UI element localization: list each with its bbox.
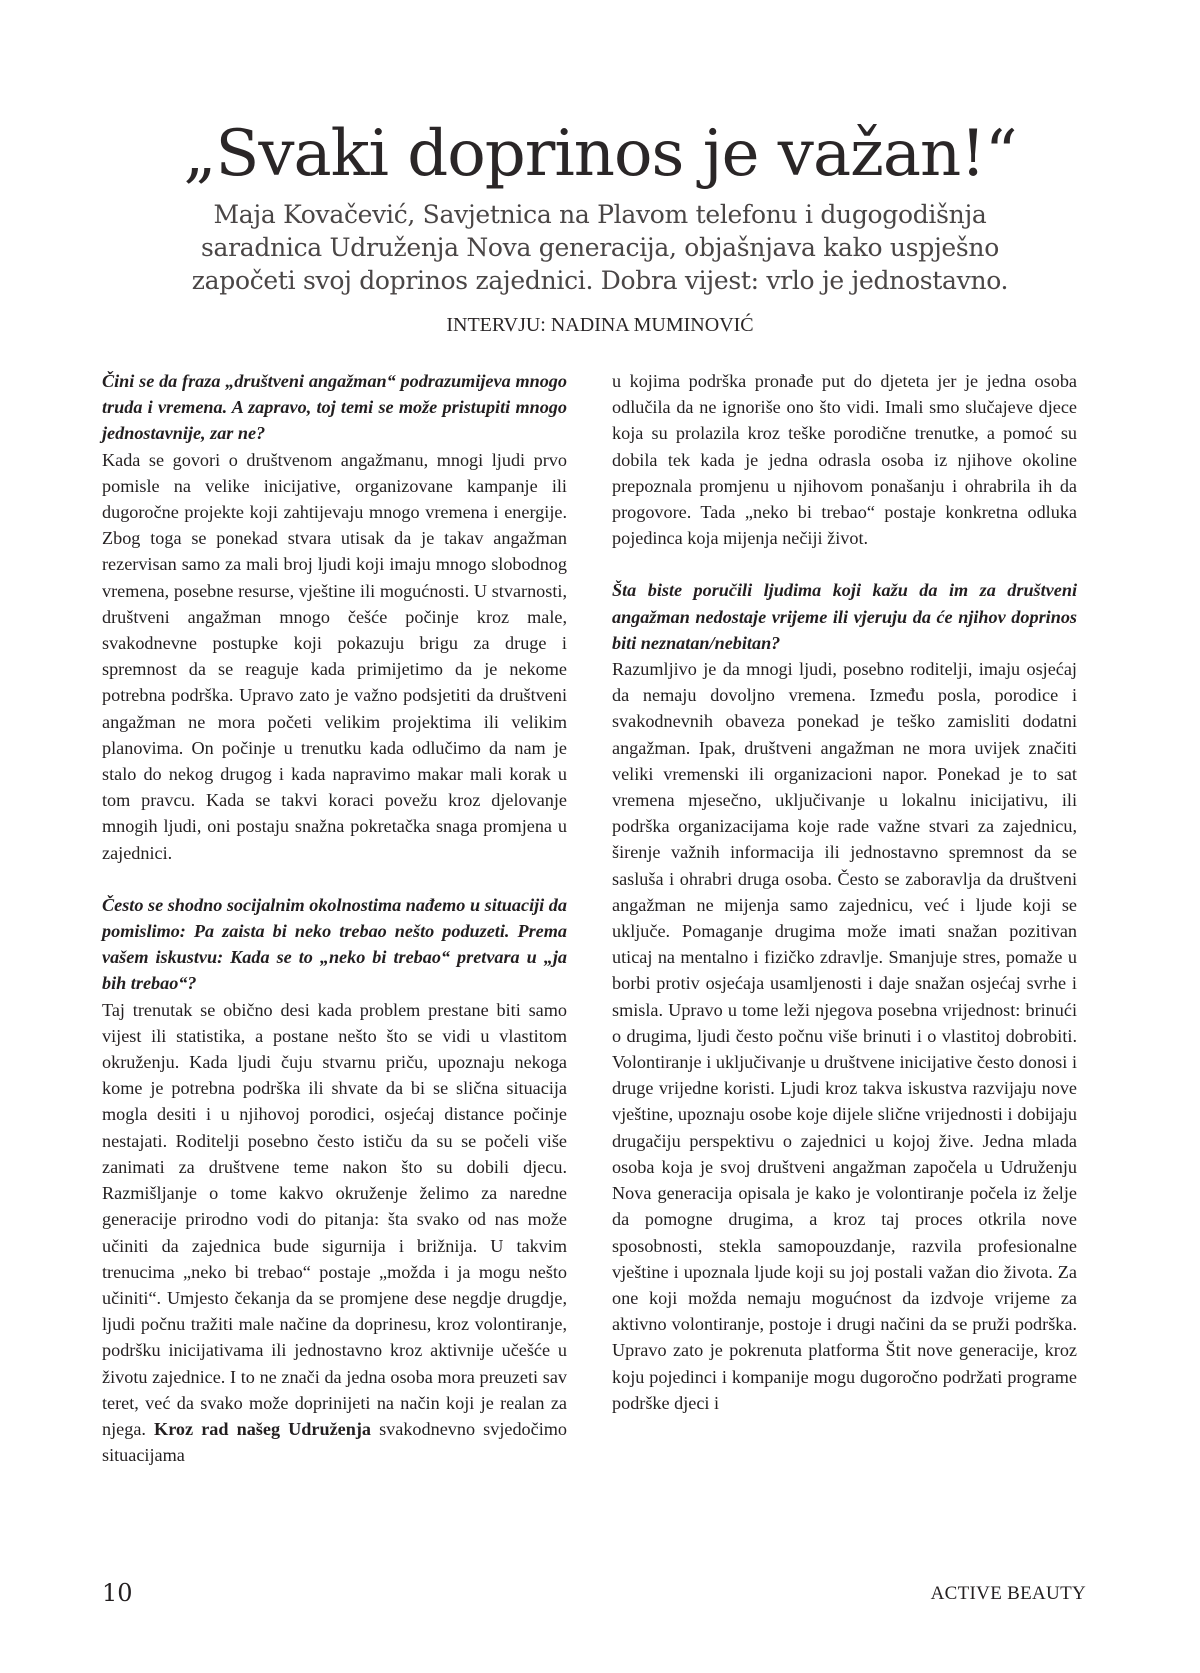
answer-2-continued: u kojima podrška pronađe put do djeteta jer je jedna osoba odlučila da ne ignoriše ono što vidi. Imali smo slučajeve djece koja su prolazila kroz teške porodične trenutke, a pomoć su dobila tek kada je jedna odrasla osoba iz njihove okoline prepoznala promjenu u njihovom ponašanju i ohrabrila ih da progovore. Tada „neko bi trebao“ postaje konkretna odluka pojedinca koja mijenja nečiji život. — [612, 371, 1077, 549]
left-column — [102, 368, 567, 1468]
answer-2-tail: svakodnevno svjedočimo situacijama — [102, 1418, 568, 1466]
page-number: 10 — [102, 1579, 133, 1607]
question-2: Često se shodno socijalnim okolnostima nađemo u situaciji da pomislimo: Pa zaista bi neko trebao nešto poduzeti. Prema vašem iskustvu: Kada se to „neko bi trebao“ pretvara u „ja bih trebao“? — [102, 894, 567, 994]
answer-2-bold: Kroz rad našeg Udruženja — [154, 1418, 371, 1439]
question-3: Šta biste poručili ljudima koji kažu da im za društveni angažman nedostaje vrijeme ili vjeruju da će njihov doprinos biti neznatan/nebitan? — [612, 580, 1077, 653]
answer-2 — [102, 997, 567, 1469]
magazine-name: ACTIVE BEAUTY — [930, 1583, 1086, 1604]
right-column — [612, 368, 1077, 1416]
question-1: Čini se da fraza „društveni angažman“ podrazumijeva mnogo truda i vremena. A zapravo, toj temi se može pristupiti mnogo jednostavnije, zar ne? — [102, 371, 567, 444]
answer-2-text: Taj trenutak se obično desi kada problem prestane biti samo vijest ili statistika, a postane nešto što se vidi u vlastitom okruženju. Kada ljudi čuju stvarnu priču, upoznaju nekoga kome je potrebna podrška ili shvate da bi se slična situacija mogla desiti i u njihovoj porodici, osjećaj distance počinje nestajati. Roditelji posebno često ističu da su se počeli više zanimati za društvene teme nakon što su dobili djecu. Razmišljanje o tome kakvo okruženje želimo za naredne generacije prirodno vodi do pitanja: šta svako od nas može učiniti da zajednica bude sigurnija i brižnija. U takvim trenucima „neko bi trebao“ postaje „možda i ja mogu nešto učiniti“. Umjesto čekanja da se promjene dese negdje drugdje, ljudi počnu tražiti male načine da doprinesu, kroz volontiranje, podršku inicijativama ili jednostavno kroz aktivnije učešće u životu zajednice. I to ne znači da jedna osoba mora preuzeti sav teret, već da svako može doprinijeti na način koji je realan za njega. — [102, 999, 567, 1439]
answer-1: Kada se govori o društvenom angažmanu, mnogi ljudi prvo pomisle na velike inicijative, organizovane kampanje ili dugoročne projekte koji zahtijevaju mnogo vremena i energije. Zbog toga se ponekad stvara utisak da je takav angažman rezervisan samo za mali broj ljudi koji imaju mnogo slobodnog vremena, posebne resurse, vještine ili mogućnosti. U stvarnosti, društveni angažman mnogo češće počinje kroz male, svakodnevne postupke koji pokazuju brigu za druge i spremnost da se reaguje kada primijetimo da je nekome potrebna podrška. Upravo zato je važno podsjetiti da društveni angažman ne mora početi velikim projektima ili velikim planovima. On počinje u trenutku kada odlučimo da nam je stalo do nekog drugog i kada napravimo makar mali korak u tom pravcu. Kada se takvi koraci povežu kroz djelovanje mnogih ljudi, oni postaju snažna pokretačka snaga promjena u zajednici. — [102, 449, 567, 863]
answer-3: Razumljivo je da mnogi ljudi, posebno roditelji, imaju osjećaj da nemaju dovoljno vremena. Između posla, porodice i svakodnevnih obaveza ponekad je teško zamisliti dodatni angažman. Ipak, društveni angažman ne mora uvijek značiti veliki vremenski ili organizacioni napor. Ponekad je to sat vremena mjesečno, uključivanje u lokalnu inicijativu, ili podrška organizacijama koje rade važne stvari za zajednicu, širenje važnih informacija ili jednostavno spremnost da se sasluša i ohrabri druga osoba. Često se zaboravlja da društveni angažman ne mijenja samo zajednicu, već i ljude koji se uključe. Pomaganje drugima može imati snažan pozitivan uticaj na mentalno i fizičko zdravlje. Smanjuje stres, pomaže u borbi protiv osjećaja usamljenosti i daje snažan osjećaj svrhe i smisla. Upravo u tome leži njegova posebna vrijednost: brinući o drugima, ljudi često počnu više brinuti i o vlastitoj dobrobiti. Volontiranje i uključivanje u društvene inicijative često donosi i druge vrijedne koristi. Ljudi kroz takva iskustva razvijaju nove vještine, upoznaju osobe koje dijele slične vrijednosti i dobijaju drugačiju perspektivu o zajednici u kojoj žive. Jedna mlada osoba koja je svoj društveni angažman započela u Udruženju Nova generacija opisala je kako je volontiranje počela iz želje da pomogne drugima, a kroz taj proces otkrila nove sposobnosti, stekla samopouzdanje, razvila profesionalne vještine i upoznala ljude koji su joj postali važan dio života. Za one koji možda nemaju mogućnost da izdvoje vrijeme za aktivno volontiranje, postoje i drugi načini da se pruži podrška. Upravo zato je pokrenuta platforma Štit nove generacije, kroz koju pojedinci i kompanije mogu dugoročno podržati programe podrške djeci i — [612, 659, 1077, 1413]
article-title: „Svaki doprinos je važan!“ — [183, 117, 1017, 191]
article-byline: INTERVJU: NADINA MUMINOVIĆ — [446, 314, 754, 336]
article-subtitle: Maja Kovačević, Savjetnica na Plavom telefonu i dugogodišnja saradnica Udruženja Nova generacija, objašnjava kako uspješno započeti svoj doprinos zajednici. Dobra vijest: vrlo je jednostavno. — [191, 200, 1009, 295]
